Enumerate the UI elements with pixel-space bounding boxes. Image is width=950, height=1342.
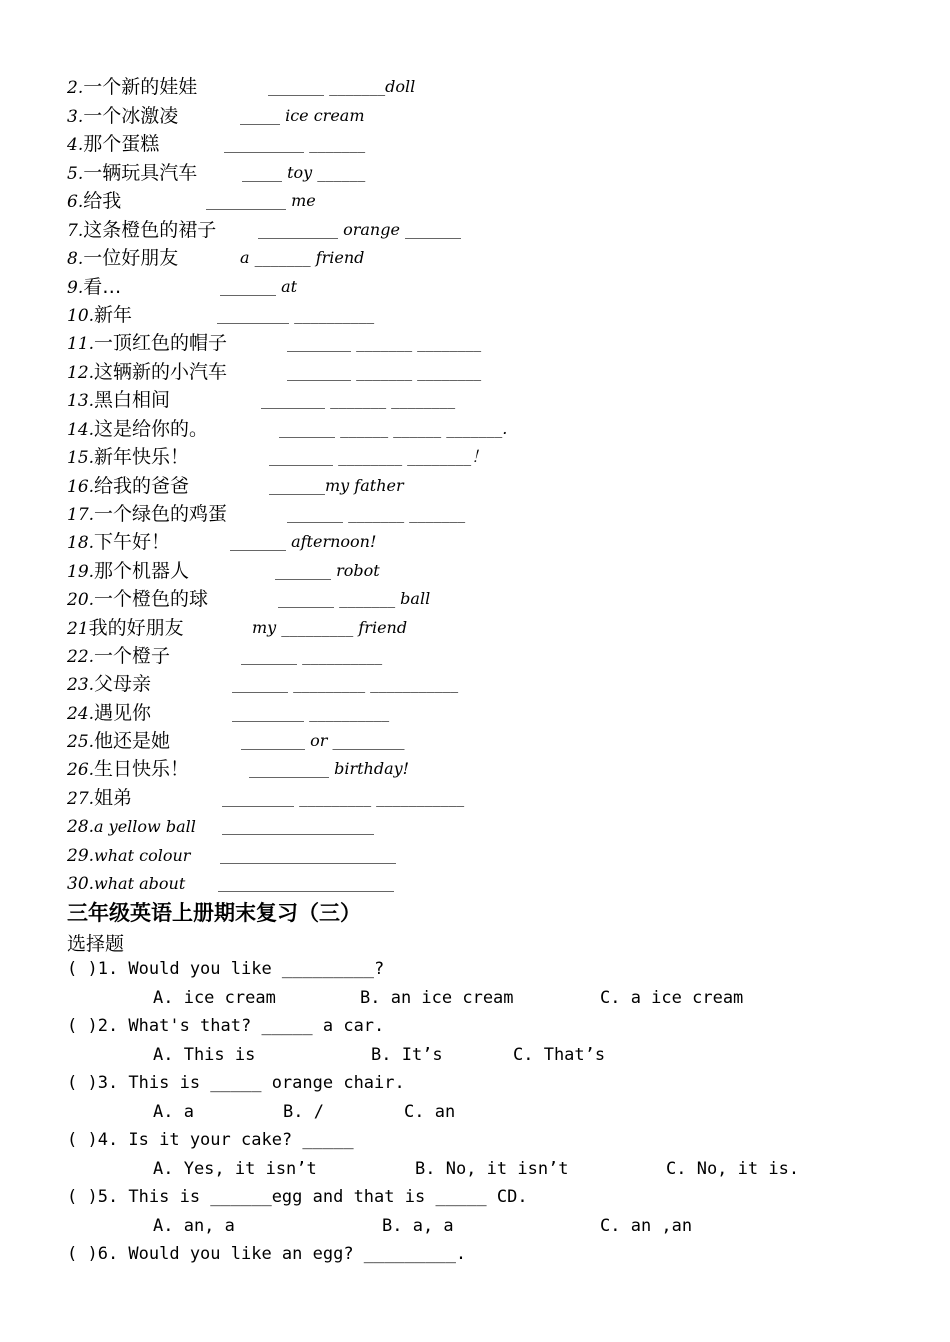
vocab-item (67, 103, 365, 129)
answer-blank[interactable]: __________ me (206, 191, 316, 210)
item-prompt: what colour (94, 846, 191, 865)
answer-blank[interactable]: _________ __________ (232, 703, 390, 722)
item-prompt: 黑白相间 (94, 389, 171, 411)
option-c[interactable]: C. That’s (513, 1045, 606, 1065)
item-prompt: 一个绿色的鸡蛋 (94, 503, 228, 525)
item-number: 8. (67, 249, 84, 269)
option-a[interactable]: A. This is (153, 1045, 256, 1065)
item-number: 6. (67, 192, 84, 212)
answer-blank[interactable]: ________ or _________ (241, 731, 405, 750)
item-prompt: 父母亲 (94, 673, 152, 695)
answer-blank[interactable]: _______ at (220, 277, 298, 296)
vocab-item (67, 444, 488, 470)
vocab-item (67, 671, 459, 697)
vocab-item (67, 274, 298, 300)
option-a[interactable]: A. ice cream (153, 988, 276, 1008)
vocab-item (67, 728, 405, 754)
question-stem: ( )4. Is it your cake? _____ (67, 1130, 354, 1150)
item-prompt: 一顶红色的帽子 (94, 332, 228, 354)
answer-blank[interactable]: __________ orange _______ (258, 220, 462, 239)
answer-blank[interactable]: _______ _______doll (268, 77, 416, 96)
vocab-item (67, 586, 431, 612)
item-prompt: 一辆玩具汽车 (83, 162, 198, 184)
answer-blank[interactable]: __________ birthday! (249, 759, 410, 778)
item-number: 11. (67, 334, 95, 354)
answer-blank[interactable]: _______ __________ (241, 646, 383, 665)
item-prompt: 看… (83, 276, 122, 298)
item-prompt: 一个橙色的球 (94, 588, 209, 610)
answer-blank[interactable]: _________ __________ (217, 305, 375, 324)
option-a[interactable]: A. a (153, 1102, 194, 1122)
option-b[interactable]: B. a, a (382, 1216, 454, 1236)
item-number: 3. (67, 107, 84, 127)
item-number: 29. (67, 846, 95, 866)
item-number: 16. (67, 477, 95, 497)
vocab-item (67, 330, 482, 356)
question-stem: ( )2. What's that? _____ a car. (67, 1016, 385, 1036)
answer-blank[interactable]: _______ afternoon! (230, 532, 377, 551)
item-prompt: what about (94, 874, 186, 893)
item-number: 17. (67, 505, 95, 525)
answer-blank[interactable]: _____ toy ______ (242, 163, 366, 182)
vocab-item (67, 387, 456, 413)
option-c[interactable]: C. No, it is. (666, 1159, 800, 1179)
item-prompt: 那个蛋糕 (83, 133, 160, 155)
vocab-item (67, 217, 462, 243)
vocab-item (67, 501, 466, 527)
item-number: 19. (67, 562, 95, 582)
question-stem: ( )3. This is _____ orange chair. (67, 1073, 405, 1093)
answer-blank[interactable]: my _________ friend (252, 618, 408, 637)
vocab-item (67, 870, 394, 896)
item-number: 10. (67, 306, 95, 326)
vocab-item (67, 643, 383, 669)
item-number: 28. (67, 817, 95, 837)
option-b[interactable]: B. / (283, 1102, 324, 1122)
answer-blank[interactable]: ________ _______ ________ (287, 333, 482, 352)
item-prompt: 一位好朋友 (83, 247, 179, 269)
option-b[interactable]: B. No, it isn’t (415, 1159, 569, 1179)
item-number: 23. (67, 675, 95, 695)
item-number: 9. (67, 278, 84, 298)
answer-blank[interactable]: _______ robot (275, 561, 380, 580)
option-c[interactable]: C. an ,an (600, 1216, 693, 1236)
item-number: 14. (67, 420, 95, 440)
answer-blank[interactable]: _____ ice cream (240, 106, 365, 125)
item-prompt: 他还是她 (94, 730, 171, 752)
item-prompt: 这条橙色的裙子 (83, 219, 217, 241)
vocab-item (67, 473, 404, 499)
answer-blank[interactable]: _______ _______ _______ (287, 504, 466, 523)
vocab-item (67, 700, 390, 726)
answer-blank[interactable]: __________ _______ (224, 134, 366, 153)
answer-blank[interactable]: ________ _______ ________ (261, 390, 456, 409)
vocab-item (67, 245, 365, 271)
item-prompt: 一个橙子 (94, 645, 171, 667)
item-number: 30. (67, 874, 95, 894)
vocab-item (67, 813, 374, 839)
item-number: 24. (67, 704, 95, 724)
option-b[interactable]: B. an ice cream (360, 988, 514, 1008)
vocab-item (67, 359, 482, 385)
section-subtitle: 选择题 (67, 933, 125, 955)
answer-blank[interactable]: ______________________ (218, 873, 394, 892)
answer-blank[interactable]: _______ ______ ______ _______. (279, 419, 508, 438)
item-number: 5. (67, 164, 84, 184)
option-a[interactable]: A. Yes, it isn’t (153, 1159, 317, 1179)
vocab-item (67, 188, 316, 214)
question-stem: ( )5. This is ______egg and that is _____ CD. (67, 1187, 528, 1207)
option-b[interactable]: B. It’s (371, 1045, 443, 1065)
item-number: 18. (67, 533, 95, 553)
item-prompt: 生日快乐！ (94, 758, 190, 780)
answer-blank[interactable]: _______ _________ ___________ (232, 674, 459, 693)
item-prompt: 给我的爸爸 (94, 475, 190, 497)
item-prompt: 这辆新的小汽车 (94, 361, 228, 383)
answer-blank[interactable]: ________ ________ ________！ (269, 447, 488, 466)
item-number: 27. (67, 789, 95, 809)
item-number: 4. (67, 135, 84, 155)
item-prompt: 一个新的娃娃 (83, 76, 198, 98)
item-prompt: 下午好！ (94, 531, 171, 553)
option-c[interactable]: C. a ice cream (600, 988, 744, 1008)
item-number: 13. (67, 391, 95, 411)
item-prompt: 一个冰激凌 (83, 105, 179, 127)
item-prompt: 新年快乐！ (94, 446, 190, 468)
item-number: 26. (67, 760, 95, 780)
question-stem: ( )6. Would you like an egg? _________. (67, 1244, 467, 1264)
vocab-item (67, 529, 377, 555)
answer-blank[interactable]: ______________________ (220, 845, 396, 864)
vocab-item (67, 785, 465, 811)
vocab-item (67, 160, 366, 186)
item-number: 25. (67, 732, 95, 752)
section-title: 三年级英语上册期末复习（三） (67, 901, 361, 925)
vocab-item (67, 416, 508, 442)
option-c[interactable]: C. an (404, 1102, 456, 1122)
answer-blank[interactable]: _______my father (269, 476, 404, 495)
item-number: 12. (67, 363, 95, 383)
answer-blank[interactable]: ________ _______ ________ (287, 362, 482, 381)
vocab-item (67, 74, 416, 100)
vocab-item (67, 302, 375, 328)
item-prompt: 遇见你 (94, 702, 152, 724)
vocab-item (67, 131, 366, 157)
item-number: 21 (67, 619, 89, 639)
item-number: 22. (67, 647, 95, 667)
answer-blank[interactable]: _______ _______ ball (278, 589, 431, 608)
option-a[interactable]: A. an, a (153, 1216, 235, 1236)
item-prompt: 新年 (94, 304, 133, 326)
vocab-item (67, 558, 380, 584)
item-prompt: 姐弟 (94, 787, 133, 809)
item-prompt: 这是给你的。 (94, 418, 209, 440)
item-prompt: a yellow ball (94, 817, 196, 836)
vocab-item (67, 756, 410, 782)
item-number: 20. (67, 590, 95, 610)
item-number: 2. (67, 78, 84, 98)
answer-blank[interactable]: a _______ friend (240, 248, 365, 267)
item-prompt: 我的好朋友 (88, 617, 184, 639)
vocab-item (67, 615, 408, 641)
item-number: 7. (67, 221, 84, 241)
answer-blank[interactable]: ___________________ (222, 816, 374, 835)
answer-blank[interactable]: _________ _________ ___________ (222, 788, 465, 807)
vocab-item (67, 842, 396, 868)
item-prompt: 给我 (83, 190, 122, 212)
question-stem: ( )1. Would you like _________? (67, 959, 385, 979)
item-number: 15. (67, 448, 95, 468)
item-prompt: 那个机器人 (94, 560, 190, 582)
